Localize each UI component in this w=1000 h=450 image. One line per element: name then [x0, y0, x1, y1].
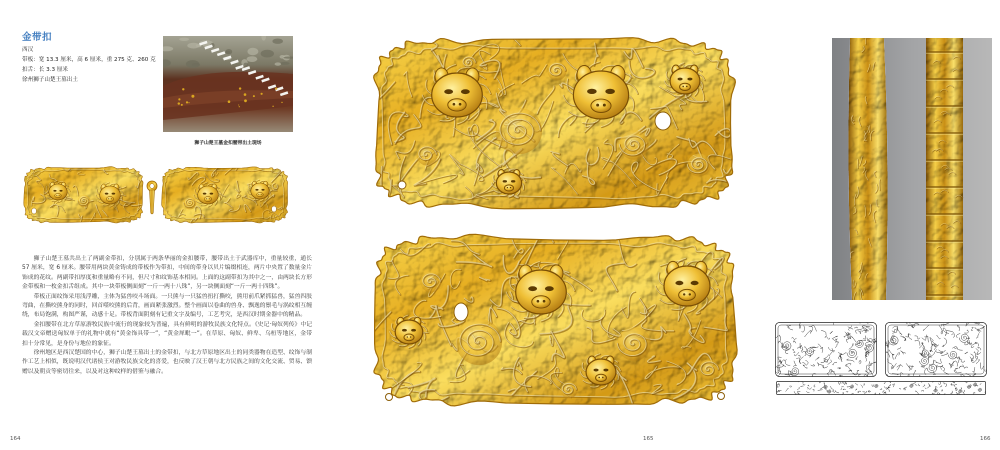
- buckle-plate-small-right: [160, 165, 290, 225]
- entry-provenance: 徐州狮子山楚王墓出土: [22, 77, 78, 83]
- body-paragraph: 徐州地区是西汉楚国的中心，狮子山楚王墓出土的金带扣，与北方草原地区出土的同类器物在造型、纹饰与制作工艺上相似，既说明汉代诸侯王对游牧民族文化的喜爱，也反映了汉王朝与北方民族之间的文化交流、贸易、馈赠以及朝贡等密切往来，以及对这种纹样的借鉴与融合。: [22, 350, 312, 375]
- entry-title: 金带扣: [22, 32, 53, 43]
- entry-period: 西汉: [22, 47, 34, 53]
- page-number-left: 164: [10, 436, 21, 442]
- line-drawing-left: [775, 322, 877, 377]
- entry-spec-tongue: 扣舌：长 3.3 厘米: [22, 67, 69, 73]
- page-number-middle: 165: [643, 436, 654, 442]
- body-paragraph: 狮子山楚王墓共出土了两副金带扣，分别属于两条华丽的金扣腰带，腰带出土于武器库中，重量较重，通长 57 厘米，宽 6 厘米。腰带用两块黄金铸成的带板作为带扣，中间的带身以贝片编缀相连，两片中央置了数量金片饰成的花纹。两副带扣厚度和重量略有不同，但尺寸和纹饰基本相同。上面的这副带扣为其中之一，由两块长方形金带板和一枚金扣舌组成。其中一块带板侧面刻“一斤一两十八铢”，另一块侧面刻“一斤一两十四铢”。: [22, 256, 312, 291]
- figure-caption: 狮子山楚王墓金扣腰带出土现场: [194, 141, 262, 146]
- body-paragraph: 金扣腰带在北方草原游牧民族中流行的现象较为普遍，具有鲜明的游牧民族文化特点。《史记·匈奴列传》中记载汉文帝赠送匈奴单于的礼物中就有“黄金饰具带一”，“黄金犀毗一”。在草原、匈奴、鲜卑、乌桓等地区，金带扣十分常见，是身份与地位的象征。: [22, 321, 312, 347]
- body-text: [22, 255, 312, 377]
- buckle-plate-small-left: [22, 165, 145, 225]
- line-drawing-right: [885, 322, 987, 377]
- body-paragraph: 带板正面纹饰采用浅浮雕，主体为猛兽咬斗场面。一只熊与一只猛兽扭打撕咬，熊用前爪紧抓猛兽，猛兽四肢弯曲，在撕咬熊身的同时，回首噬咬熊的后背，画面紧张激烈。整个画面以卷曲的兽身、飘逸的鬃毛与涡纹相互缠绕，布局饱满，构图严谨，动感十足。带板背面阴刻有记重文字及编号，工艺考究，是西汉时期金器中的精品。: [22, 293, 312, 319]
- entry-spec-plate: 带板：宽 13.3 厘米，高 6 厘米，重 275 克、260 克: [22, 57, 156, 63]
- buckle-tongue: [144, 180, 160, 216]
- page-number-right: 166: [980, 436, 991, 442]
- line-drawing-side-strip: [776, 381, 986, 395]
- gold-plaque-top: [369, 33, 739, 213]
- side-view-photo: [832, 38, 992, 300]
- entry-metadata: [22, 45, 156, 85]
- gold-plaque-bottom: [369, 230, 741, 410]
- excavation-site-photo: [163, 36, 293, 132]
